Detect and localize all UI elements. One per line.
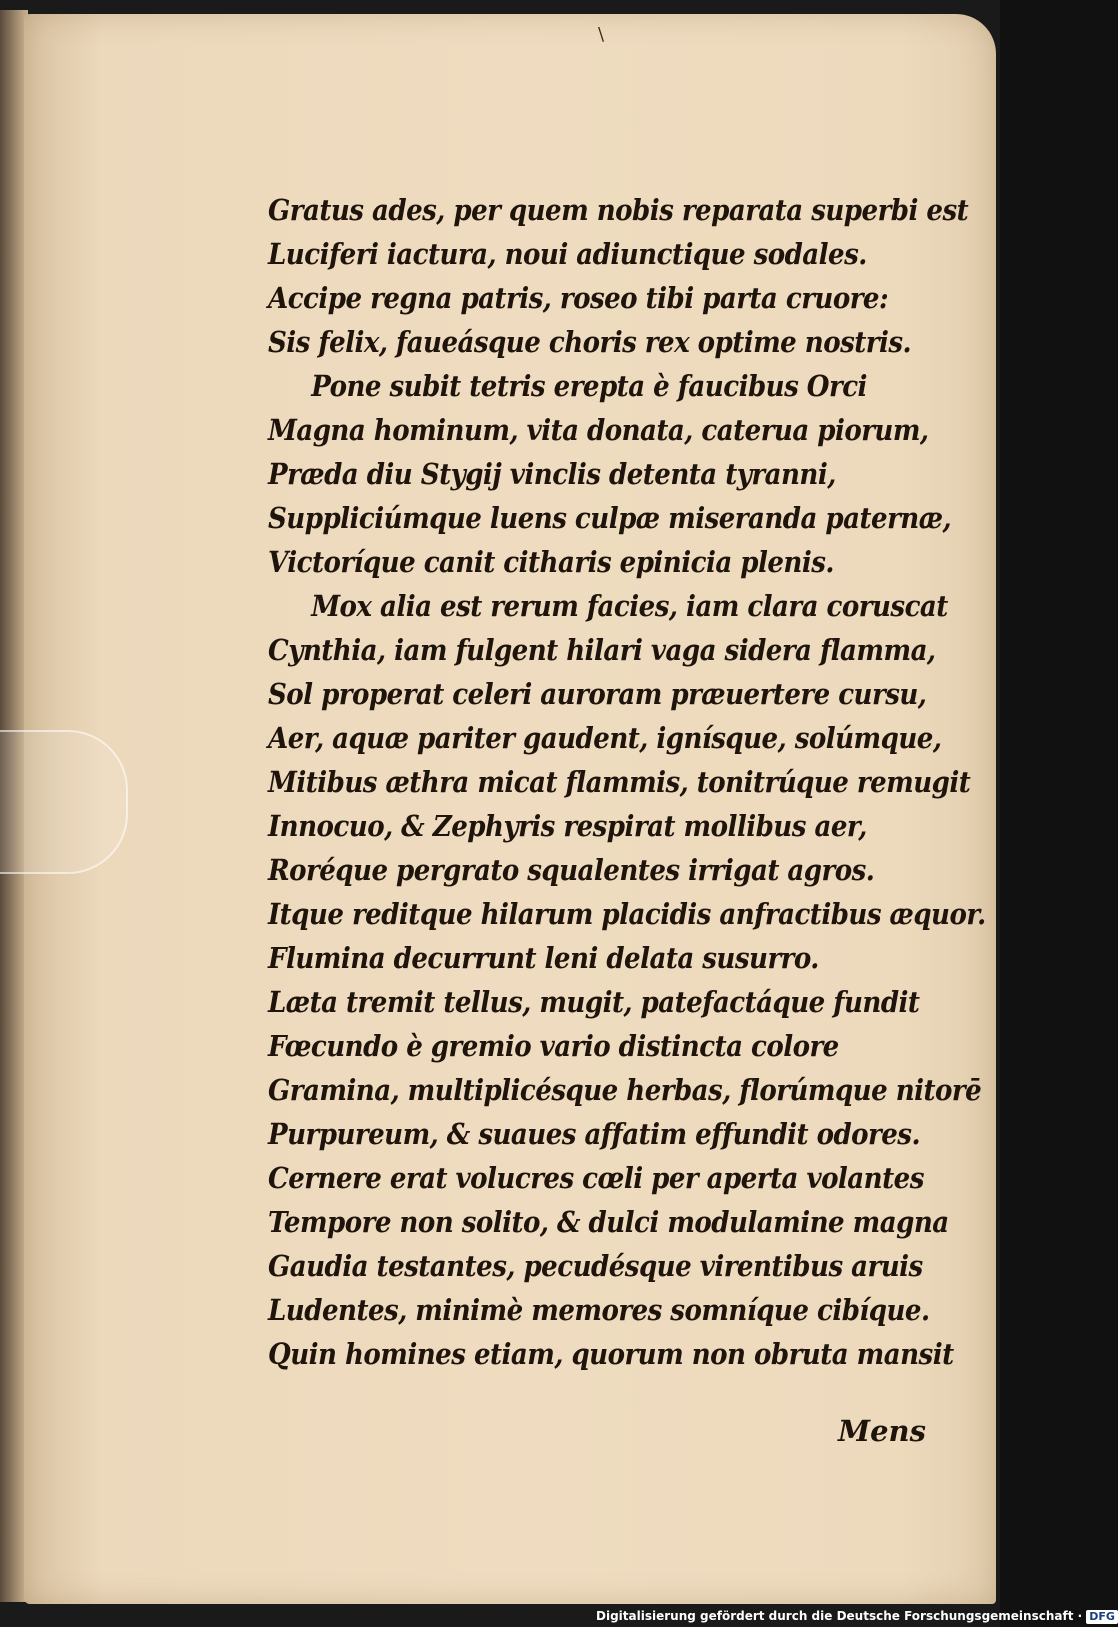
- poem-line: Gaudia testantes, pecudésque virentibus aruis: [268, 1249, 923, 1283]
- poem-line: Fœcundo è gremio vario distincta colore: [268, 1029, 839, 1063]
- poem-line: Aer, aquæ pariter gaudent, ignísque, solúmque,: [268, 721, 942, 755]
- poem-line: Læta tremit tellus, mugit, patefactáque fundit: [268, 985, 920, 1019]
- poem-line: Roréque pergrato squalentes irrigat agros.: [268, 853, 875, 887]
- poem-line: Innocuo, & Zephyris respirat mollibus aer,: [268, 809, 867, 843]
- poem-line: Tempore non solito, & dulci modulamine magna: [268, 1205, 949, 1239]
- poem-line: Gramina, multiplicésque herbas, florúmque nitorē: [268, 1073, 982, 1107]
- page-clip: [0, 730, 128, 874]
- poem-line: Mox alia est rerum facies, iam clara coruscat: [311, 589, 948, 623]
- poem-line: Flumina decurrunt leni delata susurro.: [268, 941, 819, 975]
- footer-text: Digitalisierung gefördert durch die Deutsche Forschungsgemeinschaft ·: [596, 1609, 1083, 1623]
- poem-line: Itque reditque hilarum placidis anfractibus æquor.: [268, 897, 986, 931]
- poem-line: Gratus ades, per quem nobis reparata superbi est: [268, 193, 969, 227]
- dfg-logo: DFG: [1086, 1610, 1118, 1624]
- poem-line: Pone subit tetris erepta è faucibus Orci: [311, 369, 867, 403]
- poem-line: Præda diu Stygij vinclis detenta tyranni,: [268, 457, 836, 491]
- poem-line: Suppliciúmque luens culpæ miseranda paternæ,: [268, 501, 952, 535]
- poem-line: Sis felix, faueásque choris rex optime nostris.: [268, 325, 912, 359]
- digitization-footer: [596, 1606, 1118, 1626]
- poem-line: Cynthia, iam fulgent hilari vaga sidera flamma,: [268, 633, 936, 667]
- poem-line: Quin homines etiam, quorum non obruta mansit: [268, 1337, 954, 1371]
- poem-text: [268, 188, 986, 1376]
- poem-line: Accipe regna patris, roseo tibi parta cruore:: [268, 281, 889, 315]
- poem-line: Mitibus æthra micat flammis, tonitrúque remugit: [268, 765, 971, 799]
- signature-mark: \: [598, 24, 605, 45]
- poem-line: Magna hominum, vita donata, caterua piorum,: [268, 413, 929, 447]
- poem-line: Purpureum, & suaues affatim effundit odores.: [268, 1117, 921, 1151]
- catchword: Mens: [838, 1414, 926, 1448]
- poem-line: Cernere erat volucres cœli per aperta volantes: [268, 1161, 924, 1195]
- poem-line: Victoríque canit citharis epinicia plenis.: [268, 545, 834, 579]
- poem-line: Ludentes, minimè memores somníque cibíque.: [268, 1293, 930, 1327]
- poem-line: Sol properat celeri auroram præuertere cursu,: [268, 677, 927, 711]
- poem-line: Luciferi iactura, noui adiunctique sodales.: [268, 237, 867, 271]
